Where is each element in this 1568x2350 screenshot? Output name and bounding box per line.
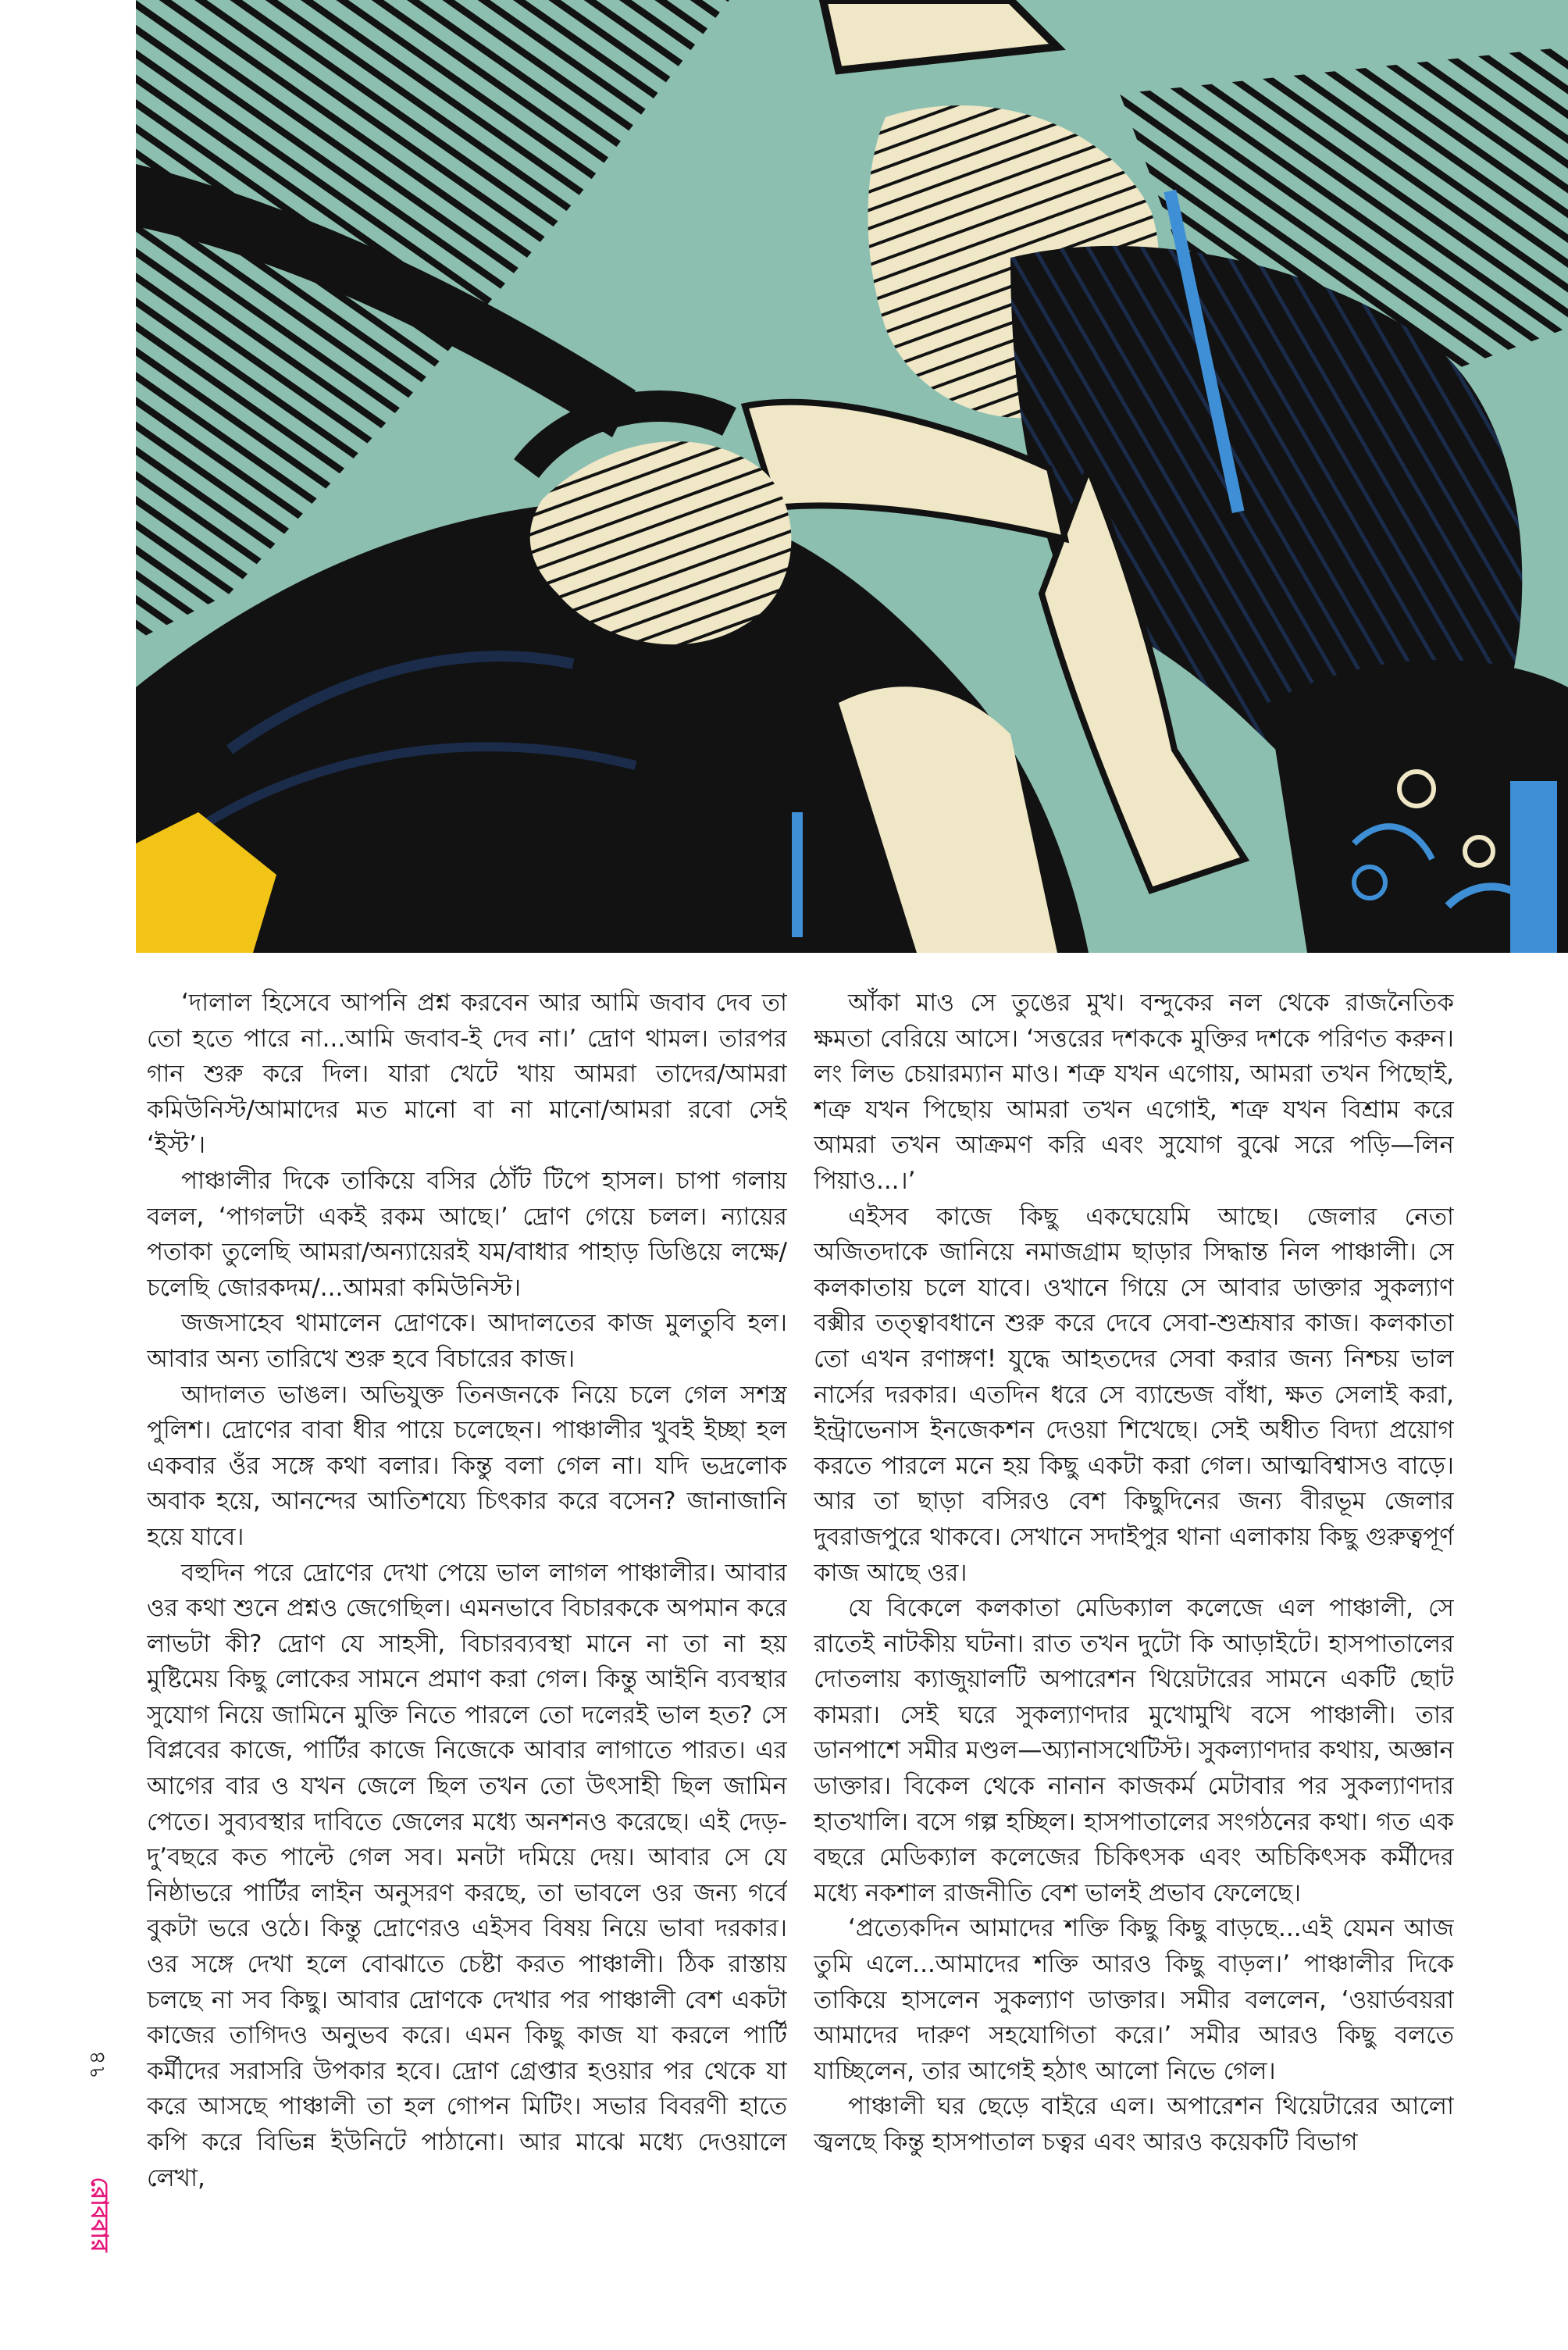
- paragraph: ‘দালাল হিসেবে আপনি প্রশ্ন করবেন আর আমি জবাব দেব তা তো হতে পারে না...আমি জবাব-ই দেব না।’ দ্রোণ থামল। তারপর গান শুরু করে দিল। যারা খেটে খায় আমরা তাদের/আমরা কমিউনিস্ট/আমাদের মত মানো বা না মানো/আমরা রবো সেই ‘ইস্ট’।: [147, 989, 787, 1160]
- paragraph: এইসব কাজে কিছু একঘেয়েমি আছে। জেলার নেতা অজিতদাকে জানিয়ে নমাজগ্রাম ছাড়ার সিদ্ধান্ত নিল পাঞ্চালী। সে কলকাতায় চলে যাবে। ওখানে গিয়ে সে আবার ডাক্তার সুকল্যাণ বক্সীর তত্ত্বাবধানে শুরু করে দেবে সেবা-শুশ্রূষার কাজ। কলকাতা তো এখন রণাঙ্গণ! যুদ্ধে আহতদের সেবা করার জন্য নিশ্চয় ভাল নার্সের দরকার। এতদিন ধরে সে ব্যান্ডেজ বাঁধা, ক্ষত সেলাই করা, ইন্ট্রাভেনাস ইনজেকশন দেওয়া শিখেছে। সেই অধীত বিদ্যা প্রয়োগ করতে পারলে মনে হয় কিছু একটা করা গেল। আত্মবিশ্বাসও বাড়ে। আর তা ছাড়া বসিরও বেশ কিছুদিনের জন্য বীরভূম জেলার দুবরাজপুরে থাকবে। সেখানে সদাইপুর থানা এলাকায় কিছু গুরুত্বপূর্ণ কাজ আছে ওর।: [814, 1202, 1454, 1587]
- paragraph: জজসাহেব থামালেন দ্রোণকে। আদালতের কাজ মুলতুবি হল। আবার অন্য তারিখে শুরু হবে বিচারের কাজ।: [147, 1309, 787, 1373]
- paragraph: যে বিকেলে কলকাতা মেডিক্যাল কলেজে এল পাঞ্চালী, সে রাতেই নাটকীয় ঘটনা। রাত তখন দুটো কি আড়াইটে। হাসপাতালের দোতলায় ক্যাজুয়ালটি অপারেশন থিয়েটারের সামনে একটি ছোট কামরা। সেই ঘরে সুকল্যাণদার মুখোমুখি বসে পাঞ্চালী। তার ডানপাশে সমীর মণ্ডল—অ্যানাসথেটিস্ট। সুকল্যাণদার কথায়, অজ্ঞান ডাক্তার। বিকেল থেকে নানান কাজকর্ম মেটাবার পর সুকল্যাণদার হাতখালি। বসে গল্প হচ্ছিল। হাসপাতালের সংগঠনের কথা। গত এক বছরে মেডিক্যাল কলেজের চিকিৎসক এবং অচিকিৎসক কর্মীদের মধ্যে নকশাল রাজনীতি বেশ ভালই প্রভাব ফেলেছে।: [814, 1594, 1454, 1907]
- paragraph: পাঞ্চালীর দিকে তাকিয়ে বসির ঠোঁট টিপে হাসল। চাপা গলায় বলল, ‘পাগলটা একই রকম আছে।’ দ্রোণ গেয়ে চলল। ন্যায়ের পতাকা তুলেছি আমরা/অন্যায়েরই যম/বাধার পাহাড় ডিঙিয়ে লক্ষে/চলেছি জোরকদম/...আমরা কমিউনিস্ট।: [147, 1166, 787, 1302]
- story-illustration: [136, 0, 1568, 953]
- page-number: ৭৪: [84, 2050, 110, 2079]
- page-footer-sidebar: [75, 2046, 122, 2304]
- paragraph: বহুদিন পরে দ্রোণের দেখা পেয়ে ভাল লাগল পাঞ্চালীর। আবার ওর কথা শুনে প্রশ্নও জেগেছিল। এমনভাবে বিচারককে অপমান করে লাভটা কী? দ্রোণ যে সাহসী, বিচারব্যবস্থা মানে না তা না হয় মুষ্টিমেয় কিছু লোকের সামনে প্রমাণ করা গেল। কিন্তু আইনি ব্যবস্থার সুযোগ নিয়ে জামিনে মুক্তি নিতে পারলে তো দলেরই ভাল হত? সে বিপ্লবের কাজে, পার্টির কাজে নিজেকে আবার লাগাতে পারত। এর আগের বার ও যখন জেলে ছিল তখন তো উৎসাহী ছিল জামিন পেতে। সুব্যবস্থার দাবিতে জেলের মধ্যে অনশনও করেছে। এই দেড়-দু’বছরে কত পাল্টে গেল সব। মনটা দমিয়ে দেয়। আবার সে যে নিষ্ঠাভরে পার্টির লাইন অনুসরণ করছে, তা ভাবলে ওর জন্য গর্বে বুকটা ভরে ওঠে। কিন্তু দ্রোণেরও এইসব বিষয় নিয়ে ভাবা দরকার। ওর সঙ্গে দেখা হলে বোঝাতে চেষ্টা করত পাঞ্চালী। ঠিক রাস্তায় চলছে না সব কিছু। আবার দ্রোণকে দেখার পর পাঞ্চালী বেশ একটা কাজের তাগিদও অনুভব করে। এমন কিছু কাজ যা করলে পার্টি কর্মীদের সরাসরি উপকার হবে। দ্রোণ গ্রেপ্তার হওয়ার পর থেকে যা করে আসছে পাঞ্চালী তা হল গোপন মিটিং। সভার বিবরণী হাতে কপি করে বিভিন্ন ইউনিটে পাঠানো। আর মাঝে মধ্যে দেওয়ালে লেখা,: [147, 1558, 787, 2192]
- article-columns: [0, 986, 1568, 2227]
- woodcut-nurse-patient-image: [136, 0, 1568, 953]
- paragraph: ‘প্রত্যেকদিন আমাদের শক্তি কিছু কিছু বাড়ছে...এই যেমন আজ তুমি এলে...আমাদের শক্তি আরও কিছু বাড়ল।’ পাঞ্চালীর দিকে তাকিয়ে হাসলেন সুকল্যাণ ডাক্তার। সমীর বললেন, ‘ওয়ার্ডবয়রা আমাদের দারুণ সহযোগিতা করে।’ সমীর আরও কিছু বলতে যাচ্ছিলেন, তার আগেই হঠাৎ আলো নিভে গেল।: [814, 1914, 1454, 2085]
- article-column-right: [814, 986, 1454, 2227]
- paragraph: আঁকা মাও সে তুঙের মুখ। বন্দুকের নল থেকে রাজনৈতিক ক্ষমতা বেরিয়ে আসে। ‘সত্তরের দশককে মুক্তির দশকে পরিণত করুন। লং লিভ চেয়ারম্যান মাও। শত্রু যখন এগোয়, আমরা তখন পিছোই, শত্রু যখন পিছোয় আমরা তখন এগোই, শত্রু যখন বিশ্রাম করে আমরা তখন আক্রমণ করি এবং সুযোগ বুঝে সরে পড়ি—লিন পিয়াও...।’: [814, 989, 1454, 1195]
- article-column-left: [147, 986, 787, 2227]
- magazine-name-block: [75, 2124, 122, 2304]
- paragraph: আদালত ভাঙল। অভিযুক্ত তিনজনকে নিয়ে চলে গেল সশস্ত্র পুলিশ। দ্রোণের বাবা ধীর পায়ে চলেছেন। পাঞ্চালীর খুবই ইচ্ছা হল একবার ওঁর সঙ্গে কথা বলার। কিন্তু বলা গেল না। যদি ভদ্রলোক অবাক হয়ে, আনন্দের আতিশয্যে চিৎকার করে বসেন? জানাজানি হয়ে যাবে।: [147, 1380, 787, 1551]
- paragraph: পাঞ্চালী ঘর ছেড়ে বাইরে এল। অপারেশন থিয়েটারের আলো জ্বলছে কিন্তু হাসপাতাল চত্বর এবং আরও কয়েকটি বিভাগ: [814, 2092, 1454, 2156]
- magazine-name: রোববার: [85, 2177, 113, 2252]
